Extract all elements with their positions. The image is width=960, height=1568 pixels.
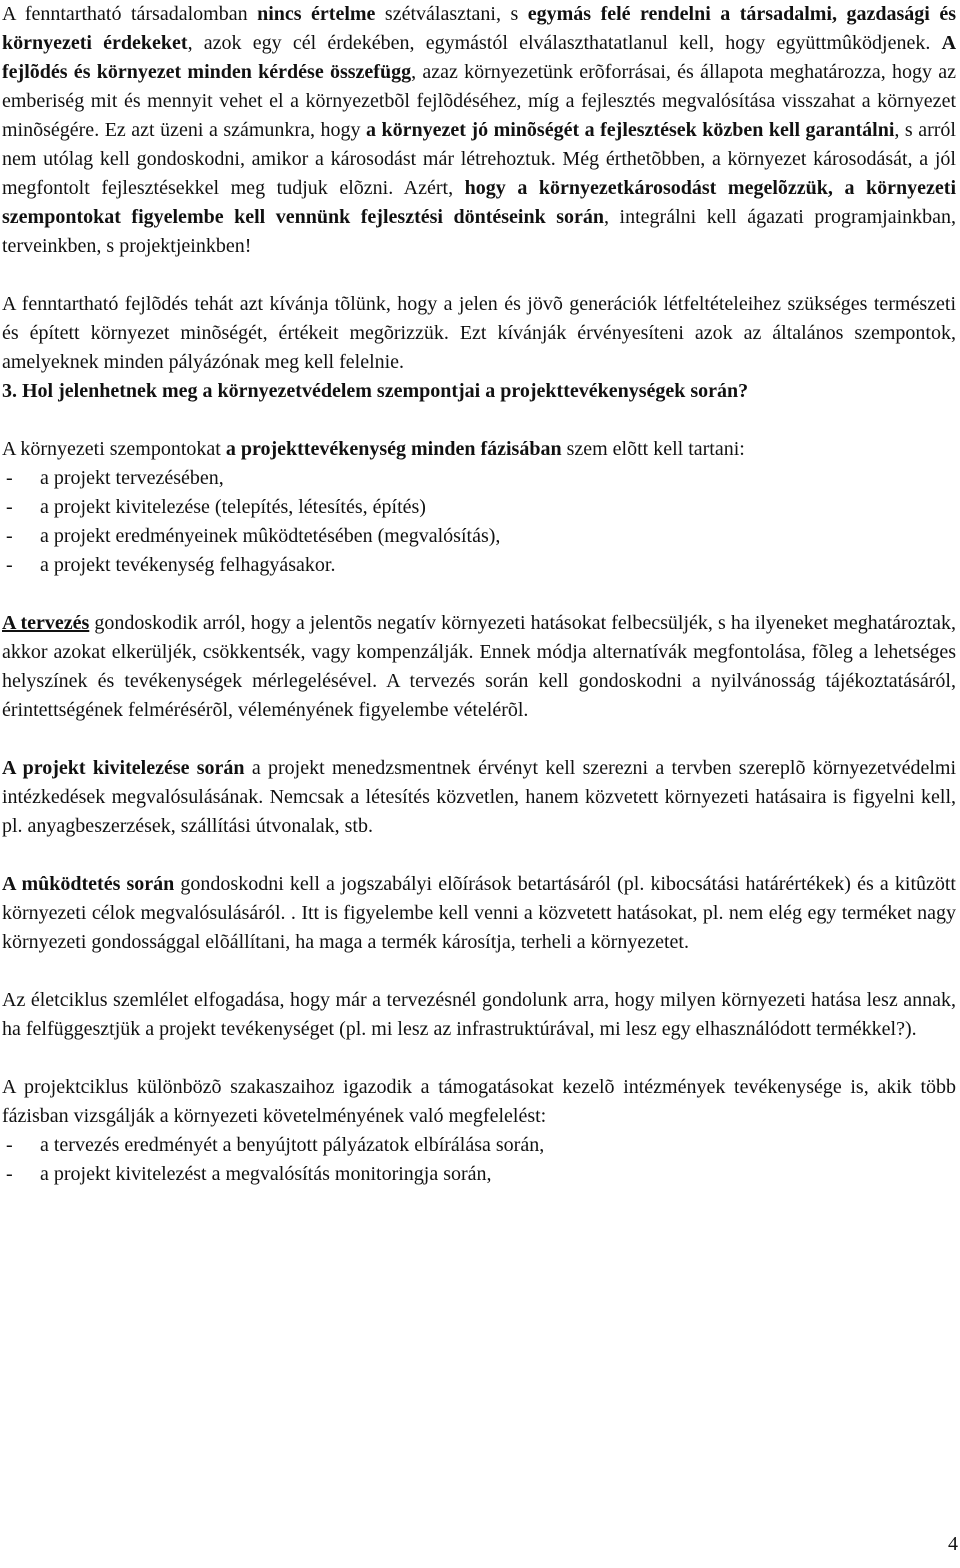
project-phase-list <box>2 464 956 580</box>
paragraph-operation: A mûködtetés során gondoskodni kell a jogszabályi elõírások betartásáról (pl. kibocsátási határértékek) és a kitûzött környezeti célok megvalósulásáról. . Itt is figyelembe kell venni a közvetett hatásokat, pl. nem elég egy terméket nagy környezeti gondossággal elõállítani, ha maga a termék károsítja, terheli a környezetet. <box>2 873 956 953</box>
paragraph-sustainability: A fenntartható társadalomban nincs értelme szétválasztani, s egymás felé rendelni a társadalmi, gazdasági és környezeti érdekeket, azok egy cél érdekében, egymástól elválaszthatatlanul kell, hogy együttmûködjenek. A fejlõdés és környezet minden kérdése összefügg, azaz környezetünk erõforrásai, és állapota meghatározza, hogy az emberiség mit és mennyit vehet el a környezetbõl fejlõdéséhez, míg a fejlesztés megvalósítása visszahat a környezet minõségére. Ez azt üzeni a számunkra, hogy a környezet jó minõségét a fejlesztések közben kell garantálni, s arról nem utólag kell gondoskodni, amikor a károsodást már létrehoztuk. Még érthetõbben, a környezet károsodását, a jól megfontolt fejlesztésekkel meg tudjuk elõzni. Azért, hogy a környezetkárosodást megelõzzük, a környezeti szempontokat figyelembe kell vennünk fejlesztési döntéseink során, integrálni kell ágazati programjainkban, terveinkben, s projektjeinkben! <box>2 3 957 257</box>
paragraph-lifecycle: Az életciklus szemlélet elfogadása, hogy már a tervezésnél gondolunk arra, hogy milyen környezeti hatása lesz annak, ha felfüggesztjük a projekt tevékenységet (pl. mi lesz az infrastruktúrával, mi lesz egy elhasználódott termékkel?). <box>2 989 956 1040</box>
paragraph-future-generations: A fenntartható fejlõdés tehát azt kívánja tõlünk, hogy a jelen és jövõ generációk létfeltételeihez szükséges természeti és épített környezet minõségét, értékeit megõrizzük. Ezt kívánják érvényesíteni azok az általános szempontok, amelyeknek minden pályázónak meg kell felelnie. <box>2 293 956 373</box>
list-item: - a projekt tevékenység felhagyásakor. <box>2 551 956 580</box>
list-item: - a projekt tervezésében, <box>2 464 956 493</box>
paragraph-project-phases-intro: A környezeti szempontokat a projekttevékenység minden fázisában szem elõtt kell tartani: <box>2 438 745 460</box>
paragraph-project-cycle: A projektciklus különbözõ szakaszaihoz igazodik a támogatásokat kezelõ intézmények tevékenysége is, akik több fázisban vizsgálják a környezeti követelményének való megfelelést: <box>2 1076 956 1127</box>
paragraph-implementation: A projekt kivitelezése során a projekt menedzsmentnek érvényt kell szerezni a tervben szereplõ környezetvédelmi intézkedések megvalósulásának. Nemcsak a létesítés közvetlen, hanem közvetett környezeti hatásaira is figyelni kell, pl. anyagbeszerzések, szállítási útvonalak, stb. <box>2 757 956 837</box>
review-list <box>2 1131 956 1189</box>
list-item: - a projekt kivitelezése (telepítés, létesítés, építés) <box>2 493 956 522</box>
paragraph-planning: A tervezés gondoskodik arról, hogy a jelentõs negatív környezeti hatásokat felbecsüljék, s ha ilyeneket meghatároztak, akkor azokat elkerüljék, csökkentsék, vagy kompenzálják. Ennek módja alternatívák megfontolása, fõleg a lehetséges helyszínek és tevékenységek mérlegelésével. A tervezés során kell gondoskodni a nyilvánosság tájékoztatásáról, érintettségének felmérésérõl, véleményének figyelembe vételérõl. <box>2 612 956 721</box>
list-item: - a projekt eredményeinek mûködtetésében (megvalósítás), <box>2 522 956 551</box>
page-number: 4 <box>948 1533 958 1555</box>
list-item: - a tervezés eredményét a benyújtott pályázatok elbírálása során, <box>2 1131 956 1160</box>
list-item: - a projekt kivitelezést a megvalósítás monitoringja során, <box>2 1160 956 1189</box>
section-heading: 3. Hol jelenhetnek meg a környezetvédelem szempontjai a projekttevékenységek során? <box>2 380 749 402</box>
